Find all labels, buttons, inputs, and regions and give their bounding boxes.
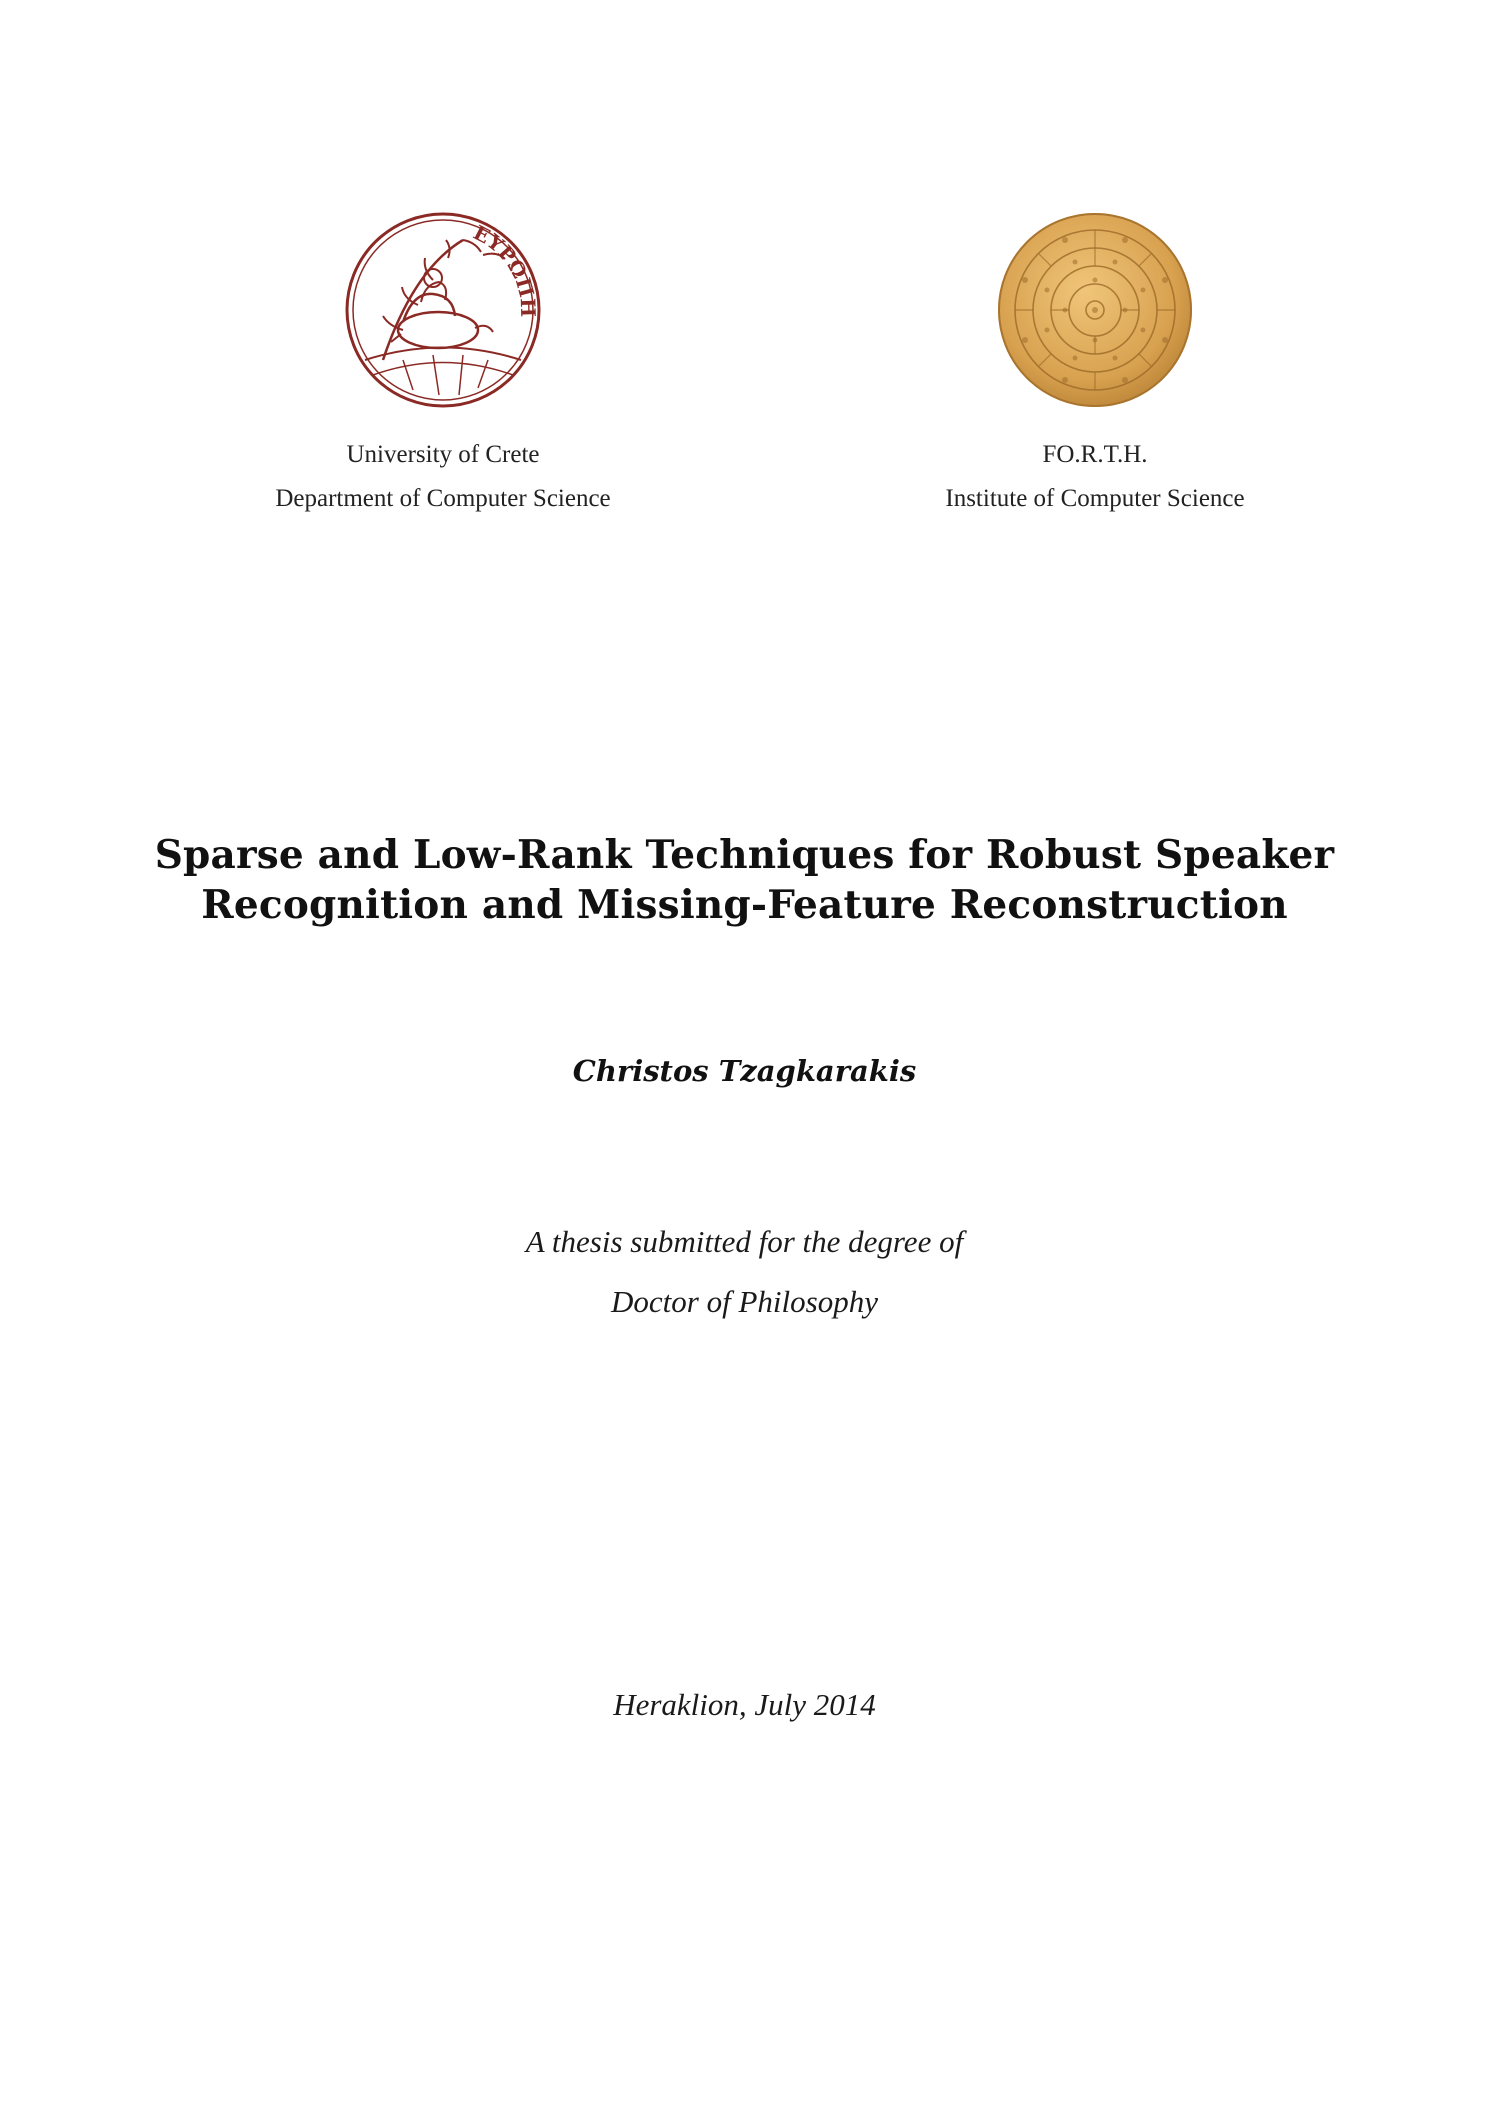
institution-university-of-crete (183, 210, 703, 521)
thesis-title (100, 830, 1389, 930)
department-name: Department of Computer Science (275, 485, 611, 512)
university-of-crete-seal-icon (343, 210, 543, 410)
phaistos-disc-icon (995, 210, 1195, 410)
author-name: Christos Tzagkarakis (572, 1054, 917, 1088)
institute-name: Institute of Computer Science (945, 485, 1245, 512)
degree-statement (0, 1212, 1489, 1332)
university-name: University of Crete (346, 441, 540, 468)
foundation-name: FO.R.T.H. (1042, 441, 1148, 468)
seal-lettering: ΕΥΡΩΠΗ (469, 220, 541, 318)
thesis-title-line-2: Recognition and Missing-Feature Reconstruction (201, 882, 1288, 928)
thesis-title-line-1: Sparse and Low-Rank Techniques for Robust Speaker (154, 832, 1335, 878)
institution-forth (835, 210, 1355, 521)
degree-line-2: Doctor of Philosophy (611, 1284, 878, 1319)
degree-line-1: A thesis submitted for the degree of (525, 1224, 964, 1259)
place-and-date: Heraklion, July 2014 (613, 1687, 876, 1722)
